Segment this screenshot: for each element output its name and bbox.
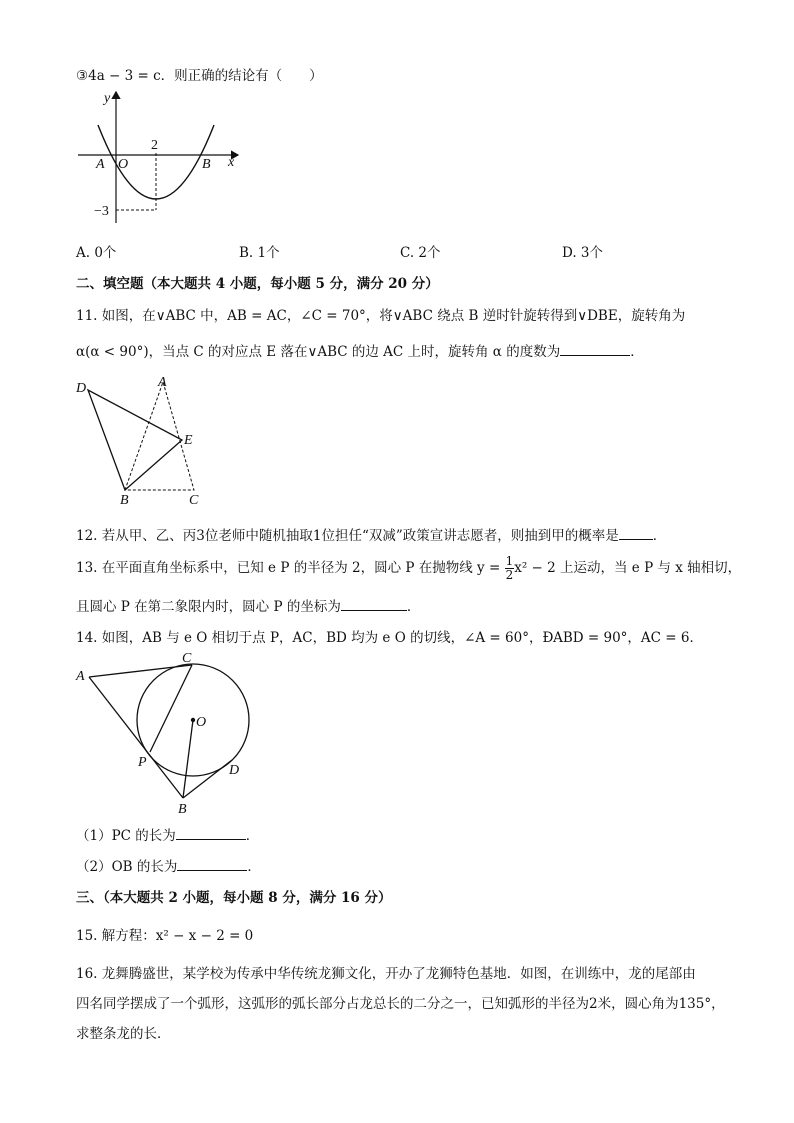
q13-text-a: 13. 在平面直角坐标系中，已知 e P 的半径为 2，圆心 P 在抛物线 y = (76, 560, 501, 576)
origin-label: O (118, 157, 129, 172)
q14-point-B: B (178, 802, 187, 817)
q14-point-D: D (229, 763, 240, 778)
q16-line-1: 16. 龙舞腾盛世，某学校为传承中华传统龙狮文化，开办了龙狮特色基地．如图，在训练中，龙的尾部由 (76, 966, 696, 982)
q14-sub-1 (76, 824, 259, 844)
q14-sub-2-blank (177, 856, 247, 871)
q16-line-2: 四名同学摆成了一个弧形，这弧形的弧长部分占龙总长的二分之一，已知弧形的半径为2米，圆心角为135°， (76, 996, 725, 1012)
q12-period: ． (652, 528, 667, 544)
q12-text: 12. 若从甲、乙、丙3位老师中随机抽取1位担任“双减”政策宣讲志愿者，则抽到甲的概率是 (76, 528, 619, 544)
point-A-label: A (96, 157, 105, 172)
q10-option-A: A. 0个 (76, 245, 117, 261)
q10-condition-3: ③4a − 3 = c．则正确的结论有（ ） (76, 68, 323, 84)
section-3-heading: 三、（本大题共 2 小题，每小题 8 分，满分 16 分） (76, 890, 392, 906)
q13-fraction (505, 555, 515, 582)
q13-line-2 (76, 595, 420, 615)
q14-point-C: C (182, 651, 192, 666)
q14-point-A: A (76, 669, 85, 684)
q14-line-1: 14. 如图，AB 与 e O 相切于点 P，AC，BD 均为 e O 的切线，∠A = 60°，ÐABD = 90°，AC = 6． (76, 630, 703, 646)
q11-line-2-text: α(α < 90°)，当点 C 的对应点 E 落在∨ABC 的边 AC 上时，旋转角 α 的度数为 (76, 344, 561, 360)
q11-point-D: D (76, 381, 87, 396)
q13-line-1 (76, 555, 741, 582)
q10-option-D: D. 3个 (562, 245, 604, 261)
q11-line-1: 11. 如图，在∨ABC 中，AB = AC，∠C = 70°，将∨ABC 绕点 B 逆时针旋转得到∨DBE，旋转角为 (76, 308, 686, 324)
q13-frac-num: 1 (505, 554, 514, 568)
q11-point-B: B (120, 493, 129, 508)
q14-sub-2-text: （2）OB 的长为 (76, 859, 178, 875)
q14-sub-2 (76, 855, 261, 875)
tick-neg3-label: −3 (94, 204, 109, 219)
q14-point-P: P (138, 755, 147, 770)
q14-point-O: O (196, 715, 207, 730)
q13-frac-den: 2 (505, 568, 514, 582)
point-B-label: B (202, 157, 211, 172)
tangent-BD (183, 760, 232, 798)
q10-option-C: C. 2个 (400, 245, 441, 261)
center-O-dot (191, 718, 195, 722)
q11-line-2 (76, 340, 644, 360)
tangent-AC (89, 665, 192, 677)
triangle-DBE (88, 390, 182, 490)
q11-period: ． (630, 344, 644, 360)
y-axis-label: y (104, 91, 111, 106)
q16-line-3: 求整条龙的长． (76, 1026, 171, 1042)
x-axis-label: x (228, 155, 235, 170)
q11-point-A: A (158, 375, 167, 390)
q10-option-B: B. 1个 (239, 245, 280, 261)
segment-OB (183, 720, 193, 798)
q13-period: ． (406, 599, 421, 615)
q11-point-C: C (189, 493, 199, 508)
q11-point-E: E (184, 433, 193, 448)
q10-parabola-graph (70, 88, 250, 228)
q14-sub-2-period: ． (247, 859, 261, 875)
q15-text: 15. 解方程：x² − x − 2 = 0 (76, 928, 254, 944)
q11-answer-blank (560, 341, 630, 356)
q14-sub-1-period: ． (245, 828, 260, 844)
section-2-heading: 二、填空题（本大题共 4 小题，每小题 5 分，满分 20 分） (76, 276, 439, 292)
q13-text-b: x² − 2 上运动，当 e P 与 x 轴相切， (514, 560, 742, 576)
q12-answer-blank (619, 525, 653, 540)
tick-2-label: 2 (151, 138, 158, 153)
q13-answer-blank (341, 596, 407, 611)
q11-triangle-figure (70, 372, 220, 512)
q14-circle-figure (72, 648, 257, 818)
tangent-AB (89, 677, 183, 798)
q14-sub-1-text: （1）PC 的长为 (76, 828, 176, 844)
q13-line-2-text: 且圆心 P 在第二象限内时，圆心 P 的坐标为 (76, 599, 341, 615)
q14-sub-1-blank (176, 825, 246, 840)
q12-line (76, 524, 666, 544)
